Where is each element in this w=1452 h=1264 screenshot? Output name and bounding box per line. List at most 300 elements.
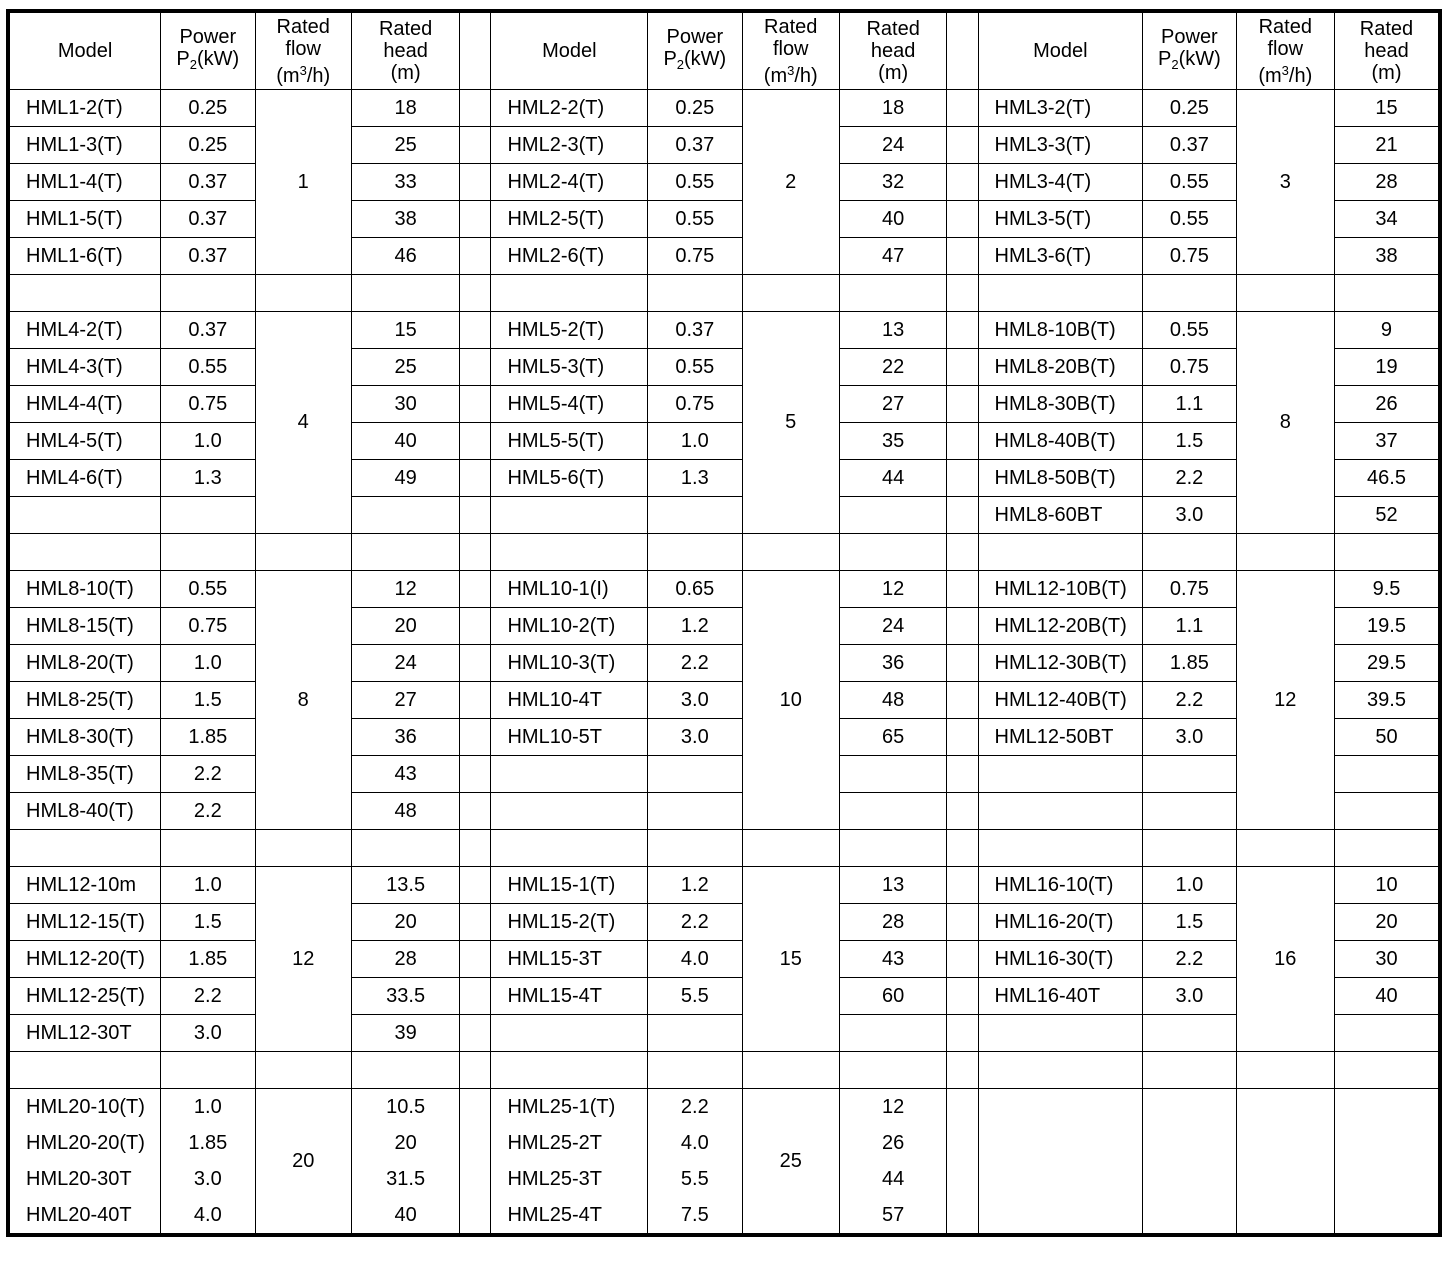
empty-cell xyxy=(161,1052,255,1089)
rated-head-cell: 24 xyxy=(839,608,946,645)
power-cell: 0.25 xyxy=(161,127,255,164)
empty-cell xyxy=(351,830,459,867)
empty-cell xyxy=(255,275,351,312)
header-rated-head: Rated head (m) xyxy=(839,11,946,90)
model-cell: HML1-4(T) xyxy=(8,164,161,201)
table-row xyxy=(8,645,1440,682)
empty-cell xyxy=(839,534,946,571)
empty-cell xyxy=(491,830,648,867)
rated-head-cell: 27 xyxy=(839,386,946,423)
rated-head-cell: 49 xyxy=(351,460,459,497)
gap-cell xyxy=(947,1161,978,1197)
empty-cell xyxy=(947,830,978,867)
rated-head-cell: 9 xyxy=(1334,312,1440,349)
rated-head-cell: 34 xyxy=(1334,201,1440,238)
power-cell: 0.65 xyxy=(648,571,742,608)
rated-head-cell: 10 xyxy=(1334,867,1440,904)
header-rated-head: Rated head (m) xyxy=(351,11,459,90)
power-cell: 1.1 xyxy=(1143,386,1236,423)
power-cell: 0.75 xyxy=(1143,349,1236,386)
rated-flow-cell: 20 xyxy=(255,1089,351,1236)
model-cell: HML4-5(T) xyxy=(8,423,161,460)
rated-head-cell: 40 xyxy=(1334,978,1440,1015)
power-cell: 0.55 xyxy=(648,201,742,238)
rated-head-cell: 60 xyxy=(839,978,946,1015)
rated-head-cell: 43 xyxy=(351,756,459,793)
power-cell: 1.2 xyxy=(648,608,742,645)
gap-cell xyxy=(460,645,491,682)
gap-cell xyxy=(460,1089,491,1126)
power-cell: 3.0 xyxy=(1143,497,1236,534)
model-cell: HML4-3(T) xyxy=(8,349,161,386)
rated-head-cell: 40 xyxy=(839,201,946,238)
model-cell: HML10-5T xyxy=(491,719,648,756)
model-cell: HML16-30(T) xyxy=(978,941,1143,978)
power-cell xyxy=(648,793,742,830)
rated-head-cell: 12 xyxy=(839,1089,946,1126)
model-cell: HML10-2(T) xyxy=(491,608,648,645)
model-cell: HML8-20B(T) xyxy=(978,349,1143,386)
model-cell: HML12-10B(T) xyxy=(978,571,1143,608)
rated-head-cell: 27 xyxy=(351,682,459,719)
gap-cell xyxy=(460,460,491,497)
rated-flow-cell: 5 xyxy=(742,312,839,534)
empty-cell xyxy=(351,275,459,312)
empty-cell xyxy=(839,1052,946,1089)
rated-head-cell: 29.5 xyxy=(1334,645,1440,682)
power-cell: 2.2 xyxy=(648,645,742,682)
table-row xyxy=(8,793,1440,830)
model-cell: HML20-40T xyxy=(8,1197,161,1235)
model-cell: HML3-3(T) xyxy=(978,127,1143,164)
table-row xyxy=(8,423,1440,460)
gap-cell xyxy=(947,867,978,904)
rated-head-cell xyxy=(1334,1089,1440,1126)
power-cell xyxy=(648,756,742,793)
rated-head-cell: 33.5 xyxy=(351,978,459,1015)
empty-cell xyxy=(8,830,161,867)
rated-head-cell: 46 xyxy=(351,238,459,275)
empty-cell xyxy=(8,275,161,312)
power-cell xyxy=(648,497,742,534)
model-cell: HML8-30B(T) xyxy=(978,386,1143,423)
power-cell: 5.5 xyxy=(648,978,742,1015)
power-cell: 0.37 xyxy=(648,127,742,164)
power-cell: 3.0 xyxy=(1143,719,1236,756)
model-cell: HML8-50B(T) xyxy=(978,460,1143,497)
rated-head-cell: 9.5 xyxy=(1334,571,1440,608)
model-cell: HML12-40B(T) xyxy=(978,682,1143,719)
model-cell: HML1-5(T) xyxy=(8,201,161,238)
table-row xyxy=(8,386,1440,423)
power-cell: 2.2 xyxy=(161,978,255,1015)
empty-cell xyxy=(648,275,742,312)
rated-head-cell: 22 xyxy=(839,349,946,386)
gap-cell xyxy=(460,1015,491,1052)
empty-cell xyxy=(255,534,351,571)
power-cell: 0.55 xyxy=(1143,312,1236,349)
model-cell: HML5-5(T) xyxy=(491,423,648,460)
separator-row xyxy=(8,275,1440,312)
empty-cell xyxy=(351,1052,459,1089)
gap-cell xyxy=(947,1197,978,1235)
power-cell: 2.2 xyxy=(161,756,255,793)
power-cell: 2.2 xyxy=(648,1089,742,1126)
table-row xyxy=(8,238,1440,275)
power-cell: 1.0 xyxy=(648,423,742,460)
empty-cell xyxy=(1236,1052,1334,1089)
rated-flow-cell: 8 xyxy=(1236,312,1334,534)
power-cell xyxy=(1143,1125,1236,1161)
power-cell: 2.2 xyxy=(648,904,742,941)
model-cell xyxy=(491,1015,648,1052)
table-row xyxy=(8,164,1440,201)
rated-head-cell: 30 xyxy=(351,386,459,423)
empty-cell xyxy=(742,830,839,867)
power-cell: 0.75 xyxy=(161,386,255,423)
empty-cell xyxy=(947,275,978,312)
rated-head-cell: 26 xyxy=(1334,386,1440,423)
model-cell: HML5-6(T) xyxy=(491,460,648,497)
rated-head-cell: 10.5 xyxy=(351,1089,459,1126)
model-cell: HML20-10(T) xyxy=(8,1089,161,1126)
model-cell: HML8-30(T) xyxy=(8,719,161,756)
model-cell: HML16-20(T) xyxy=(978,904,1143,941)
power-cell: 1.0 xyxy=(161,867,255,904)
power-cell: 3.0 xyxy=(648,719,742,756)
rated-head-cell: 21 xyxy=(1334,127,1440,164)
model-cell: HML8-60BT xyxy=(978,497,1143,534)
empty-cell xyxy=(491,534,648,571)
gap-cell xyxy=(947,164,978,201)
empty-cell xyxy=(8,534,161,571)
gap-cell xyxy=(460,164,491,201)
model-cell: HML12-20B(T) xyxy=(978,608,1143,645)
rated-head-cell xyxy=(1334,1197,1440,1235)
power-cell: 0.75 xyxy=(1143,238,1236,275)
gap-cell xyxy=(947,904,978,941)
rated-head-cell: 48 xyxy=(839,682,946,719)
rated-head-cell: 31.5 xyxy=(351,1161,459,1197)
gap-cell xyxy=(460,90,491,127)
model-cell: HML10-3(T) xyxy=(491,645,648,682)
model-cell: HML8-40B(T) xyxy=(978,423,1143,460)
model-cell: HML8-25(T) xyxy=(8,682,161,719)
power-cell: 4.0 xyxy=(648,1125,742,1161)
header-rated-flow: Rated flow $(m^3/h)$ xyxy=(742,11,839,90)
power-cell: 0.37 xyxy=(161,312,255,349)
empty-cell xyxy=(351,534,459,571)
model-cell: HML15-2(T) xyxy=(491,904,648,941)
power-cell: 1.0 xyxy=(161,645,255,682)
model-cell: HML1-6(T) xyxy=(8,238,161,275)
rated-head-cell: 24 xyxy=(839,127,946,164)
empty-cell xyxy=(839,275,946,312)
header-power: Power $P_2(kW)$ xyxy=(648,11,742,90)
rated-head-cell: 13.5 xyxy=(351,867,459,904)
power-cell: 4.0 xyxy=(648,941,742,978)
gap-cell xyxy=(947,941,978,978)
rated-head-cell xyxy=(839,1015,946,1052)
power-cell: 0.25 xyxy=(1143,90,1236,127)
gap-cell xyxy=(947,238,978,275)
power-cell: 1.1 xyxy=(1143,608,1236,645)
table-body xyxy=(8,90,1440,1236)
gap-cell xyxy=(460,904,491,941)
rated-head-cell: 40 xyxy=(351,1197,459,1235)
gap-cell xyxy=(460,127,491,164)
header-row xyxy=(8,11,1440,90)
empty-cell xyxy=(491,275,648,312)
empty-cell xyxy=(1143,534,1236,571)
header-rated-flow: Rated flow $(m^3/h)$ xyxy=(1236,11,1334,90)
power-cell: 1.5 xyxy=(1143,423,1236,460)
gap-cell xyxy=(947,312,978,349)
rated-head-cell xyxy=(351,497,459,534)
model-cell: HML12-30T xyxy=(8,1015,161,1052)
gap-cell xyxy=(460,238,491,275)
rated-flow-cell: 12 xyxy=(255,867,351,1052)
rated-head-cell: 28 xyxy=(839,904,946,941)
rated-head-cell: 28 xyxy=(351,941,459,978)
gap-cell xyxy=(947,793,978,830)
rated-head-cell: 43 xyxy=(839,941,946,978)
model-cell: HML4-4(T) xyxy=(8,386,161,423)
power-cell: 0.75 xyxy=(648,238,742,275)
empty-cell xyxy=(978,534,1143,571)
empty-cell xyxy=(460,275,491,312)
model-cell: HML12-50BT xyxy=(978,719,1143,756)
gap-cell xyxy=(460,793,491,830)
model-cell: HML2-3(T) xyxy=(491,127,648,164)
rated-head-cell: 36 xyxy=(839,645,946,682)
table-row xyxy=(8,571,1440,608)
gap-cell xyxy=(460,312,491,349)
rated-flow-cell: 1 xyxy=(255,90,351,275)
gap-column xyxy=(460,11,491,90)
rated-head-cell: 38 xyxy=(1334,238,1440,275)
table-row xyxy=(8,904,1440,941)
gap-cell xyxy=(460,349,491,386)
gap-cell xyxy=(460,608,491,645)
gap-cell xyxy=(947,423,978,460)
gap-cell xyxy=(460,497,491,534)
gap-cell xyxy=(947,645,978,682)
rated-head-cell: 20 xyxy=(1334,904,1440,941)
empty-cell xyxy=(1143,275,1236,312)
rated-head-cell: 35 xyxy=(839,423,946,460)
rated-head-cell xyxy=(839,793,946,830)
model-cell xyxy=(978,1161,1143,1197)
model-cell xyxy=(978,1197,1143,1235)
separator-row xyxy=(8,830,1440,867)
empty-cell xyxy=(947,1052,978,1089)
model-cell: HML20-30T xyxy=(8,1161,161,1197)
rated-head-cell: 39 xyxy=(351,1015,459,1052)
table-row xyxy=(8,312,1440,349)
power-cell: 0.55 xyxy=(161,571,255,608)
rated-flow-cell: 10 xyxy=(742,571,839,830)
power-cell xyxy=(1143,1197,1236,1235)
rated-head-cell xyxy=(1334,756,1440,793)
table-row xyxy=(8,1015,1440,1052)
empty-cell xyxy=(161,534,255,571)
gap-column xyxy=(947,11,978,90)
empty-cell xyxy=(460,1052,491,1089)
empty-cell xyxy=(1236,534,1334,571)
gap-cell xyxy=(460,719,491,756)
rated-head-cell: 44 xyxy=(839,1161,946,1197)
model-cell: HML4-2(T) xyxy=(8,312,161,349)
power-cell: 1.3 xyxy=(648,460,742,497)
rated-head-cell xyxy=(839,497,946,534)
model-cell: HML5-2(T) xyxy=(491,312,648,349)
empty-cell xyxy=(1334,275,1440,312)
model-cell: HML3-2(T) xyxy=(978,90,1143,127)
power-cell: 0.55 xyxy=(648,164,742,201)
power-cell: 5.5 xyxy=(648,1161,742,1197)
rated-head-cell: 46.5 xyxy=(1334,460,1440,497)
rated-head-cell: 20 xyxy=(351,904,459,941)
power-cell: 0.55 xyxy=(161,349,255,386)
rated-head-cell: 25 xyxy=(351,349,459,386)
model-cell: HML25-2T xyxy=(491,1125,648,1161)
gap-cell xyxy=(947,386,978,423)
table-row xyxy=(8,127,1440,164)
rated-head-cell: 12 xyxy=(839,571,946,608)
table-row xyxy=(8,497,1440,534)
empty-cell xyxy=(161,275,255,312)
gap-cell xyxy=(460,682,491,719)
model-cell: HML3-6(T) xyxy=(978,238,1143,275)
power-cell: 1.5 xyxy=(1143,904,1236,941)
power-cell: 1.85 xyxy=(161,941,255,978)
model-cell: HML8-20(T) xyxy=(8,645,161,682)
gap-cell xyxy=(460,941,491,978)
power-cell xyxy=(161,497,255,534)
model-cell: HML15-4T xyxy=(491,978,648,1015)
model-cell: HML2-5(T) xyxy=(491,201,648,238)
rated-head-cell: 19 xyxy=(1334,349,1440,386)
gap-cell xyxy=(947,90,978,127)
rated-head-cell: 38 xyxy=(351,201,459,238)
model-cell: HML12-15(T) xyxy=(8,904,161,941)
empty-cell xyxy=(1143,1052,1236,1089)
model-cell: HML12-10m xyxy=(8,867,161,904)
power-cell xyxy=(1143,756,1236,793)
model-cell xyxy=(491,756,648,793)
gap-cell xyxy=(947,127,978,164)
empty-cell xyxy=(978,275,1143,312)
gap-cell xyxy=(947,978,978,1015)
rated-head-cell xyxy=(839,756,946,793)
gap-cell xyxy=(947,497,978,534)
header-rated-flow: Rated flow $(m^3/h)$ xyxy=(255,11,351,90)
gap-cell xyxy=(947,571,978,608)
rated-head-cell: 48 xyxy=(351,793,459,830)
empty-cell xyxy=(255,830,351,867)
rated-head-cell: 32 xyxy=(839,164,946,201)
rated-head-cell: 12 xyxy=(351,571,459,608)
rated-head-cell: 50 xyxy=(1334,719,1440,756)
power-cell xyxy=(648,1015,742,1052)
gap-cell xyxy=(947,201,978,238)
empty-cell xyxy=(460,830,491,867)
rated-head-cell: 39.5 xyxy=(1334,682,1440,719)
model-cell: HML3-5(T) xyxy=(978,201,1143,238)
rated-head-cell: 47 xyxy=(839,238,946,275)
empty-cell xyxy=(1236,275,1334,312)
empty-cell xyxy=(1236,830,1334,867)
gap-cell xyxy=(947,349,978,386)
power-cell: 0.75 xyxy=(648,386,742,423)
rated-flow-cell: 4 xyxy=(255,312,351,534)
model-cell: HML2-6(T) xyxy=(491,238,648,275)
rated-head-cell: 26 xyxy=(839,1125,946,1161)
table-row xyxy=(8,719,1440,756)
model-cell: HML8-15(T) xyxy=(8,608,161,645)
table-row xyxy=(8,608,1440,645)
empty-cell xyxy=(1334,1052,1440,1089)
gap-cell xyxy=(460,386,491,423)
table-row xyxy=(8,1089,1440,1126)
separator-row xyxy=(8,534,1440,571)
power-cell: 1.85 xyxy=(161,1125,255,1161)
empty-cell xyxy=(8,1052,161,1089)
rated-flow-cell: 3 xyxy=(1236,90,1334,275)
model-cell: HML20-20(T) xyxy=(8,1125,161,1161)
model-cell: HML15-1(T) xyxy=(491,867,648,904)
rated-head-cell xyxy=(1334,793,1440,830)
power-cell: 0.37 xyxy=(648,312,742,349)
model-cell: HML8-10B(T) xyxy=(978,312,1143,349)
model-cell xyxy=(491,497,648,534)
rated-flow-cell: 16 xyxy=(1236,867,1334,1052)
model-cell: HML5-3(T) xyxy=(491,349,648,386)
rated-head-cell: 20 xyxy=(351,608,459,645)
gap-cell xyxy=(947,1125,978,1161)
rated-head-cell: 24 xyxy=(351,645,459,682)
rated-head-cell: 40 xyxy=(351,423,459,460)
rated-flow-cell xyxy=(1236,1089,1334,1236)
power-cell: 0.55 xyxy=(1143,201,1236,238)
empty-cell xyxy=(1334,534,1440,571)
empty-cell xyxy=(161,830,255,867)
rated-head-cell: 13 xyxy=(839,312,946,349)
model-cell: HML25-3T xyxy=(491,1161,648,1197)
power-cell: 3.0 xyxy=(648,682,742,719)
rated-head-cell: 28 xyxy=(1334,164,1440,201)
power-cell: 0.75 xyxy=(1143,571,1236,608)
rated-head-cell: 30 xyxy=(1334,941,1440,978)
separator-row xyxy=(8,1052,1440,1089)
power-cell: 0.37 xyxy=(161,201,255,238)
power-cell: 0.55 xyxy=(1143,164,1236,201)
table-row xyxy=(8,682,1440,719)
gap-cell xyxy=(460,1197,491,1235)
model-cell: HML1-3(T) xyxy=(8,127,161,164)
gap-cell xyxy=(947,608,978,645)
rated-head-cell: 33 xyxy=(351,164,459,201)
gap-cell xyxy=(460,867,491,904)
gap-cell xyxy=(460,571,491,608)
header-power: Power $P_2(kW)$ xyxy=(1143,11,1236,90)
rated-head-cell: 15 xyxy=(351,312,459,349)
model-cell: HML2-2(T) xyxy=(491,90,648,127)
table-row xyxy=(8,1125,1440,1161)
gap-cell xyxy=(947,682,978,719)
model-cell: HML4-6(T) xyxy=(8,460,161,497)
